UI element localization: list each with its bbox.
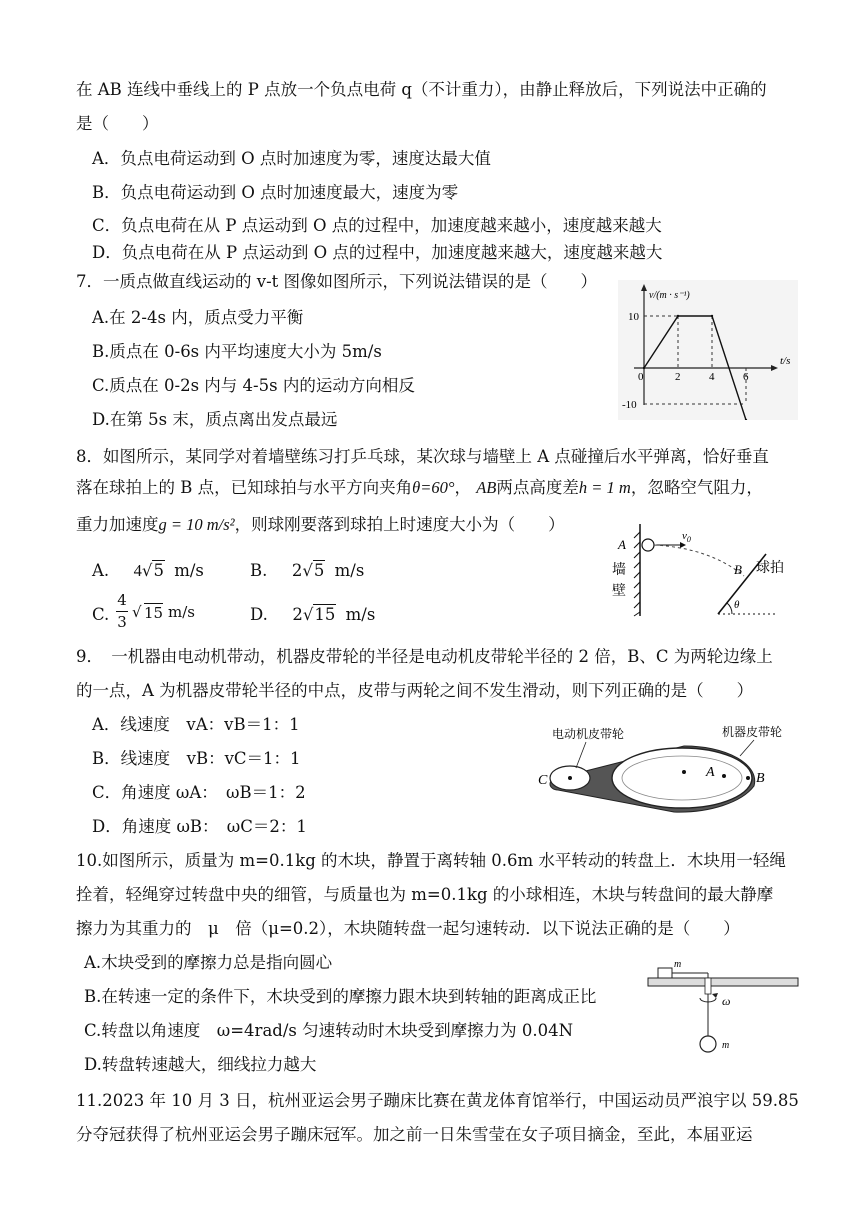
sqrt-icon: √ — [132, 603, 142, 621]
q8-option-a-radicand: 5 — [153, 561, 164, 580]
q6-option-a: A．负点电荷运动到 O 点时加速度为零，速度达最大值 — [92, 149, 491, 168]
turntable — [648, 978, 798, 986]
q6-stem-line2: 是（ ） — [76, 114, 159, 133]
q8-option-b-unit: m/s — [334, 561, 365, 580]
q9-option-d: D．角速度 ωB： ωC＝2：1 — [92, 817, 307, 836]
q10-option-d: D.转盘转速越大，细线拉力越大 — [84, 1055, 317, 1074]
q10-option-a: A.木块受到的摩擦力总是指向圆心 — [84, 953, 333, 972]
q8-stem3-b: ，则球刚要落到球拍上时速度大小为（ ） — [234, 515, 565, 534]
q9-option-c: C．角速度 ωA： ωB＝1：2 — [92, 783, 306, 802]
x-axis-label: t/s — [780, 355, 791, 367]
point-b-label: B — [734, 562, 742, 577]
q6-stem-line1: 在 AB 连线中垂线上的 P 点放一个负点电荷 q（不计重力），由静止释放后，下列说法中正确的 — [76, 80, 767, 99]
q8-stem3-a: 重力加速度 — [76, 515, 159, 534]
q10-stem-line3: 擦力为其重力的 μ 倍（μ=0.2），木块随转盘一起匀速转动．以下说法正确的是（ ） — [76, 919, 740, 938]
q10-stem-line2: 拴着，轻绳穿过转盘中央的细管，与质量也为 m=0.1kg 的小球相连，木块与转盘间的最大静摩 — [76, 885, 774, 904]
x-tick-4: 4 — [709, 371, 715, 383]
q7-option-d: D.在第 5s 末，质点离出发点最远 — [92, 410, 338, 429]
q8-theta: θ=60° — [412, 478, 455, 497]
q10-option-c: C.转盘以角速度 ω=4rad/s 匀速转动时木块受到摩擦力为 0.04N — [84, 1021, 574, 1040]
q8-option-a-unit: m/s — [174, 561, 204, 580]
q8-option-d-unit: m/s — [345, 605, 376, 624]
q9-option-a: A．线速度 vA：vB＝1：1 — [92, 715, 300, 734]
q8-stem-line1: 8．如图所示，某同学对着墙壁练习打乒乓球，某次球与墙壁上 A 点碰撞后水平弹离，恰好垂直 — [76, 447, 769, 466]
wood-block — [658, 968, 672, 978]
q9-belt-pulley-figure — [534, 716, 804, 816]
q7-stem: 7．一质点做直线运动的 v-t 图像如图所示，下列说法错误的是（ ） — [76, 272, 598, 291]
ball-icon — [642, 539, 654, 551]
omega-label: ω — [722, 994, 731, 1008]
q8-option-c-denominator: 3 — [117, 613, 127, 631]
q8-option-b-coef: 2 — [291, 561, 303, 580]
q6-option-c: C．负点电荷在从 P 点运动到 O 点的过程中，加速度越来越小，速度越来越大 — [92, 216, 662, 235]
q7-vt-graph — [618, 280, 798, 420]
q10-stem-line1: 10.如图所示，质量为 m=0.1kg 的木块，静置于离转轴 0.6m 水平转动的转盘上．木块用一轻绳 — [76, 851, 786, 870]
q8-option-c — [92, 604, 109, 626]
point-c-label: C — [538, 773, 548, 788]
q8-option-c-numerator: 4 — [117, 591, 127, 609]
q8-option-d — [250, 604, 375, 626]
point-b-dot — [746, 776, 750, 780]
ball-mass-label: m — [722, 1040, 730, 1051]
q7-option-c: C.质点在 0-2s 内与 4-5s 内的运动方向相反 — [92, 376, 415, 395]
q9-option-b: B．线速度 vB：vC＝1：1 — [92, 749, 301, 768]
wall-hatching — [634, 532, 640, 616]
q8-option-c-expr — [116, 591, 206, 635]
q8-stem-line3 — [76, 514, 565, 536]
block-mass-label: m — [674, 959, 682, 970]
q8-option-a-coef: 4 — [133, 561, 142, 580]
racket-label: 球拍 — [756, 560, 784, 576]
q8-stem-line2 — [76, 477, 763, 499]
q8-option-b — [250, 560, 364, 582]
q8-stem2-c: 两点高度差 — [496, 478, 579, 497]
q8-h: h = 1 m — [578, 478, 631, 497]
q11-stem-line1: 11.2023 年 10 月 3 日，杭州亚运会男子蹦床比赛在黄龙体育馆举行，中国运动员严浪宇以 59.85 — [76, 1091, 799, 1110]
wall-label-2: 壁 — [612, 583, 626, 599]
q8-option-b-label: B. — [250, 561, 268, 580]
q8-option-a — [92, 560, 204, 582]
q9-stem-line2: 的一点，A 为机器皮带轮半径的中点，皮带与两轮之间不发生滑动，则下列正确的是（ ） — [76, 681, 754, 700]
sqrt-icon: √ — [302, 605, 314, 624]
x-tick-2: 2 — [675, 371, 681, 383]
q8-option-c-radicand: 15 — [144, 604, 164, 622]
motor-axle-icon — [568, 776, 572, 780]
point-a-label: A — [706, 765, 715, 780]
vt-point-2 — [711, 315, 713, 317]
hanging-ball — [700, 1036, 716, 1052]
q8-ab: AB — [476, 478, 497, 497]
vt-point-1 — [677, 315, 679, 317]
q8-option-d-radicand: 15 — [314, 605, 336, 624]
q11-stem-line2: 分夺冠获得了杭州亚运会男子蹦床冠军。加之前一日朱雪莹在女子项目摘金，至此，本届亚运 — [76, 1125, 753, 1144]
q8-option-d-coef: 2 — [292, 605, 303, 624]
sqrt-icon: √ — [141, 561, 153, 580]
theta-label: θ — [734, 599, 740, 611]
v0-arrowhead-icon — [680, 542, 686, 548]
point-a-dot — [722, 774, 726, 778]
v0-label: $v_0$ — [682, 530, 691, 544]
point-a-label: A — [618, 537, 626, 552]
machine-axle-icon — [682, 770, 686, 774]
sqrt-icon: √ — [302, 561, 313, 580]
q8-g: g = 10 m/s² — [158, 515, 235, 534]
wall-label-1: 墙 — [612, 562, 626, 578]
vt-point-0 — [643, 367, 645, 369]
q10-turntable-figure — [644, 956, 804, 1058]
y-tick-neg10: -10 — [622, 399, 637, 411]
x-tick-6: 6 — [743, 371, 749, 383]
y-axis-label: v/(m · s⁻¹) — [649, 290, 690, 301]
center-tube — [705, 978, 711, 994]
q8-option-c-label: C. — [92, 605, 110, 624]
q10-option-b: B.在转速一定的条件下，木块受到的摩擦力跟木块到转轴的距离成正比 — [84, 987, 597, 1006]
point-b-label: B — [756, 771, 765, 786]
angle-arc — [727, 603, 732, 614]
machine-pulley-label: 机器皮带轮 — [722, 725, 783, 739]
origin-label: 0 — [638, 371, 644, 383]
q8-option-c-unit: m/s — [168, 603, 195, 621]
q6-option-b: B．负点电荷运动到 O 点时加速度最大，速度为零 — [92, 183, 459, 202]
motor-pulley-label: 电动机皮带轮 — [552, 727, 625, 741]
q8-option-d-label: D. — [250, 605, 268, 624]
q8-wall-racket-figure — [610, 518, 830, 618]
q7-option-a: A.在 2-4s 内，质点受力平衡 — [92, 308, 304, 327]
y-tick-10: 10 — [628, 311, 639, 323]
q6-option-d: D．负点电荷在从 P 点运动到 O 点的过程中，加速度越来越大，速度越来越大 — [92, 243, 663, 262]
q8-stem2-b: ， — [454, 478, 471, 497]
q8-stem2-a: 落在球拍上的 B 点，已知球拍与水平方向夹角 — [76, 478, 413, 497]
q8-option-b-radicand: 5 — [313, 561, 325, 580]
rotation-arrowhead-icon — [712, 993, 718, 998]
q7-option-b: B.质点在 0-6s 内平均速度大小为 5m/s — [92, 342, 382, 361]
q8-stem2-d: ，忽略空气阻力， — [630, 478, 763, 497]
motor-leader-line — [576, 742, 586, 768]
trajectory-path — [654, 545, 744, 576]
q9-stem-line1: 9． 一机器由电动机带动，机器皮带轮的半径是电动机皮带轮半径的 2 倍，B、C 为两轮边缘上 — [76, 647, 773, 666]
machine-leader-line — [740, 740, 754, 756]
fraction-bar — [116, 611, 128, 612]
q8-option-a-label: A. — [92, 561, 110, 580]
